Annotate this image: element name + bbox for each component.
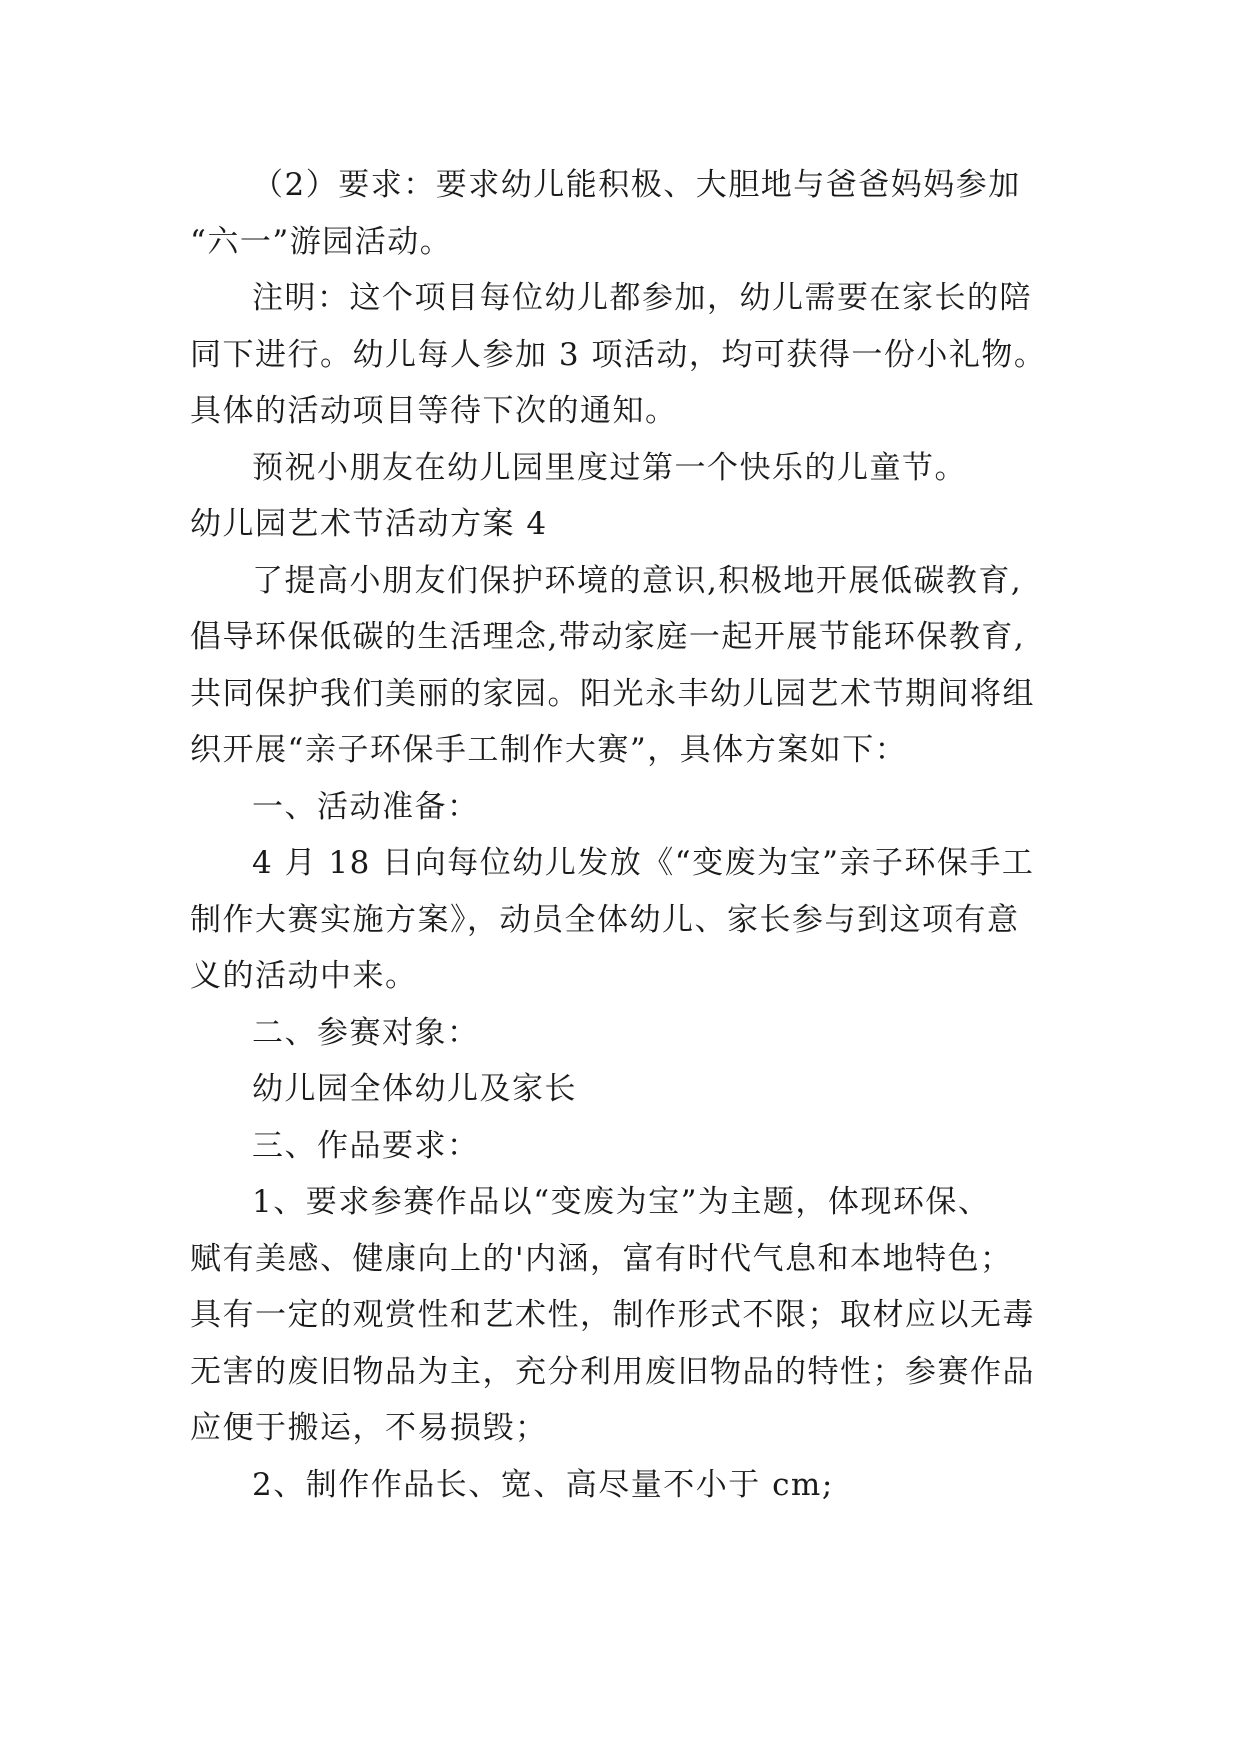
body-paragraph bbox=[190, 270, 1050, 440]
text-line: 同下进行。幼儿每人参加 3 项活动，均可获得一份小礼物。 bbox=[190, 336, 1047, 373]
text-line: 2、制作作品长、宽、高尽量不小于 cm; bbox=[252, 1466, 834, 1503]
text-line: 1、要求参赛作品以“变废为宝”为主题，体现环保、 bbox=[252, 1184, 991, 1220]
body-paragraph bbox=[190, 1061, 1050, 1118]
text-line: 织开展“亲子环保手工制作大赛”，具体方案如下： bbox=[190, 732, 908, 768]
body-paragraph bbox=[190, 553, 1050, 779]
text-line: 具有一定的观赏性和艺术性，制作形式不限；取材应以无毒 bbox=[190, 1297, 1035, 1333]
text-line: 了提高小朋友们保护环境的意识,积极地开展低碳教育, bbox=[252, 562, 1023, 599]
text-line: 预祝小朋友在幼儿园里度过第一个快乐的儿童节。 bbox=[252, 449, 967, 486]
document-body bbox=[190, 157, 1050, 1513]
text-line: 倡导环保低碳的生活理念,带动家庭一起开展节能环保教育, bbox=[190, 619, 1026, 655]
text-line: 制作大赛实施方案》，动员全体幼儿、家长参与到这项有意 bbox=[190, 901, 1020, 938]
text-line: “六一”游园活动。 bbox=[190, 223, 453, 260]
body-paragraph bbox=[190, 835, 1050, 1005]
text-line: 4 月 18 日向每位幼儿发放《“变废为宝”亲子环保手工 bbox=[252, 845, 1035, 881]
section-heading bbox=[190, 496, 1050, 553]
text-line: 赋有美感、健康向上的'内涵，富有时代气息和本地特色； bbox=[190, 1240, 1013, 1277]
text-line: 义的活动中来。 bbox=[190, 958, 418, 994]
body-paragraph bbox=[190, 440, 1050, 497]
text-line: 幼儿园艺术节活动方案 4 bbox=[190, 506, 548, 542]
text-line: 一、活动准备： bbox=[252, 788, 480, 825]
text-line: 注明：这个项目每位幼儿都参加，幼儿需要在家长的陪 bbox=[252, 280, 1032, 316]
text-line: 三、作品要求： bbox=[252, 1127, 480, 1164]
text-line: 幼儿园全体幼儿及家长 bbox=[252, 1071, 577, 1107]
text-line: （2）要求：要求幼儿能积极、大胆地与爸爸妈妈参加 bbox=[252, 167, 1021, 203]
body-paragraph bbox=[190, 1118, 1050, 1175]
body-paragraph bbox=[190, 1005, 1050, 1062]
text-line: 二、参赛对象： bbox=[252, 1014, 480, 1051]
text-line: 无害的废旧物品为主，充分利用废旧物品的特性；参赛作品 bbox=[190, 1353, 1035, 1390]
text-line: 具体的活动项目等待下次的通知。 bbox=[190, 393, 678, 429]
text-line: 共同保护我们美丽的家园。阳光永丰幼儿园艺术节期间将组 bbox=[190, 675, 1035, 712]
body-paragraph bbox=[190, 779, 1050, 836]
body-paragraph bbox=[190, 1457, 1050, 1514]
text-line: 应便于搬运，不易损毁； bbox=[190, 1410, 548, 1446]
body-paragraph bbox=[190, 1174, 1050, 1457]
body-paragraph bbox=[190, 157, 1050, 270]
